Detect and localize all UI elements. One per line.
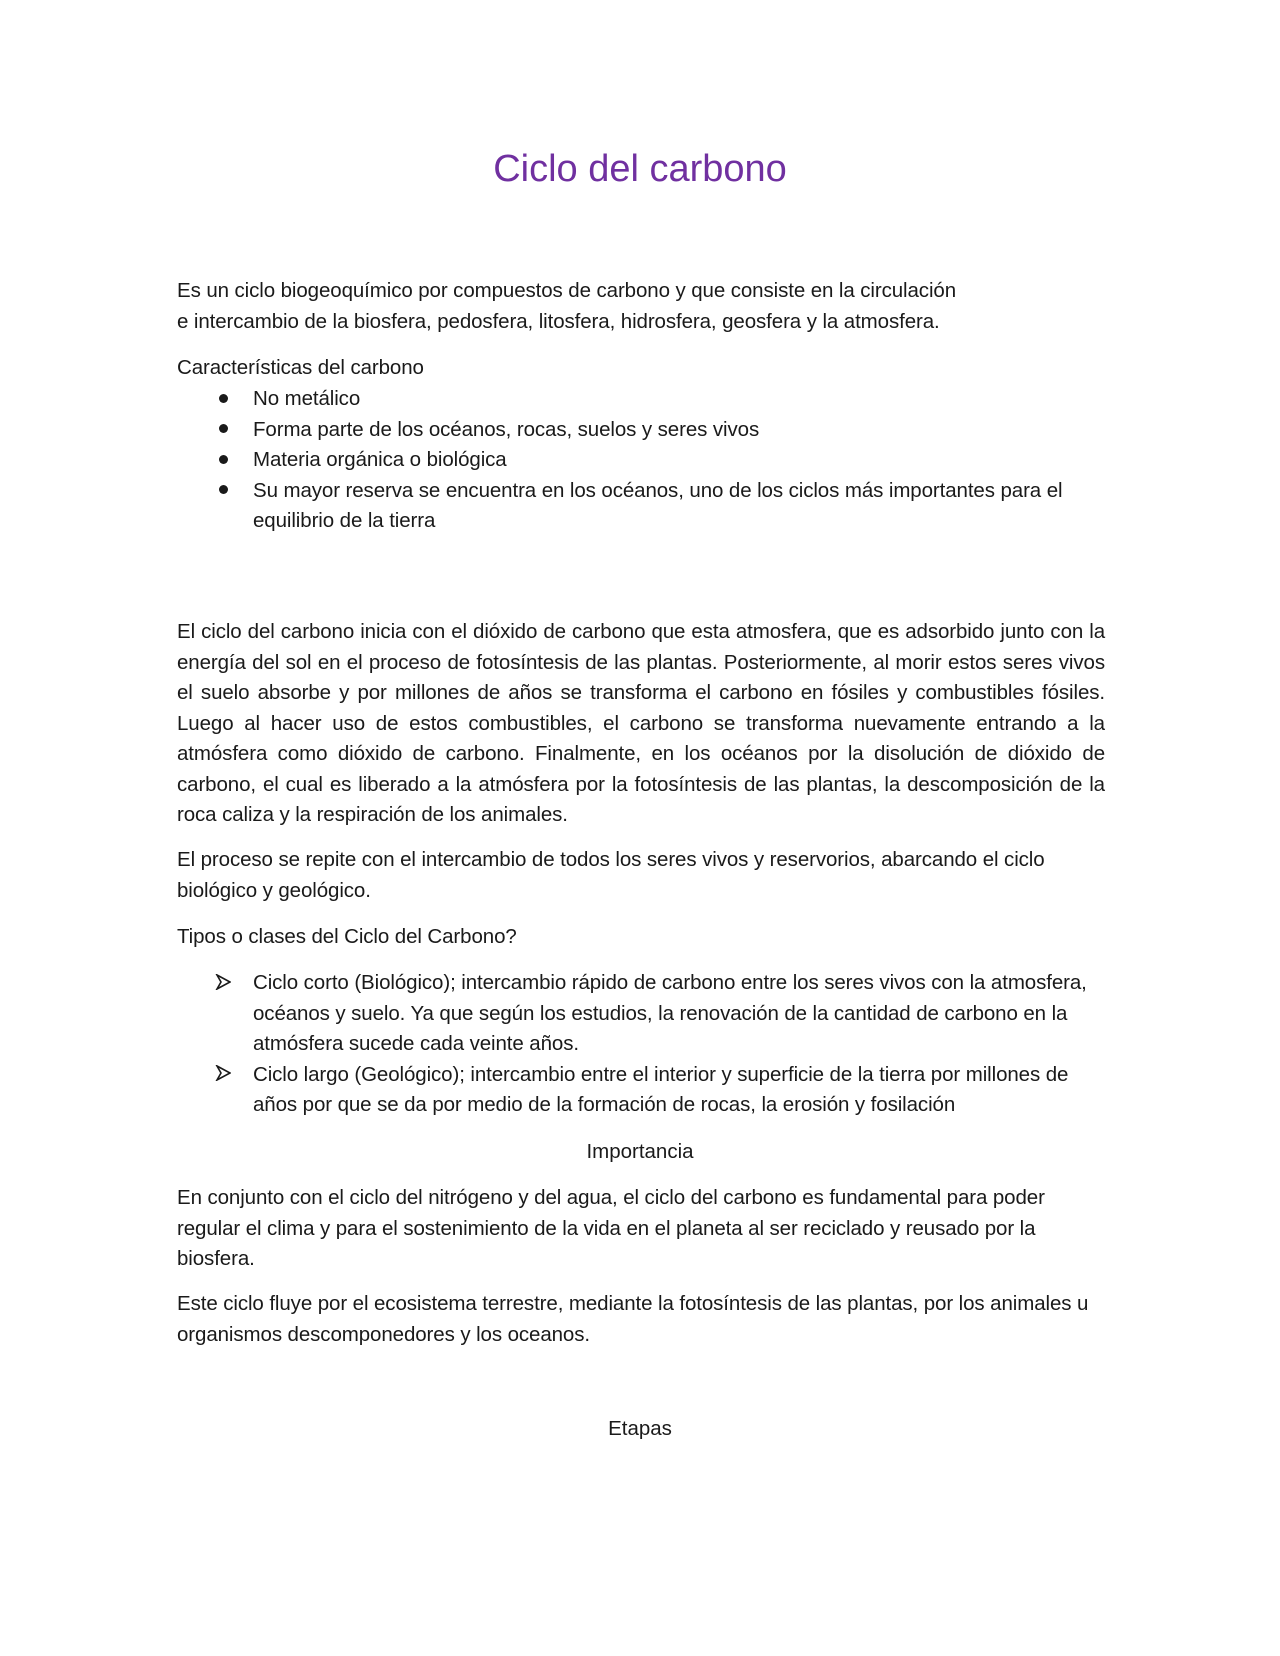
document-title: Ciclo del carbono [493,148,787,190]
fluye-paragraph: Este ciclo fluye por el ecosistema terrestre, mediante la fotosíntesis de las plantas, por los animales u organismos descomponedores y los oceanos. [177,1292,1089,1346]
caracteristicas-list [177,384,1105,537]
list-item-text: Su mayor reserva se encuentra en los océanos, uno de los ciclos más importantes para el equilibrio de la tierra [253,478,1063,532]
list-item-text: Forma parte de los océanos, rocas, suelos y seres vivos [253,417,760,441]
etapas-heading: Etapas [608,1417,672,1440]
intro-paragraph [177,276,1105,337]
list-item [177,968,1105,1060]
list-item [177,1060,1105,1121]
list-item [177,445,1105,476]
list-item-text: Ciclo largo (Geológico); intercambio entre el interior y superficie de la tierra por millones de años por que se da por medio de la formación de rocas, la erosión y fosilación [253,1062,1069,1116]
bullet-dot-icon [213,445,233,476]
bullet-dot-icon [213,384,233,415]
list-item [177,415,1105,446]
arrowhead-bullet-icon [213,1060,233,1091]
caracteristicas-label: Características del carbono [177,356,424,379]
conjunto-paragraph: En conjunto con el ciclo del nitrógeno y del agua, el ciclo del carbono es fundamental para poder regular el clima y para el sostenimiento de la vida en el planeta al ser reciclado y reusado por la biosfera. [177,1186,1045,1270]
list-item [177,384,1105,415]
importancia-heading: Importancia [586,1140,694,1163]
list-item-text: Ciclo corto (Biológico); intercambio rápido de carbono entre los seres vivos con la atmosfera, océanos y suelo. Ya que según los estudios, la renovación de la cantidad de carbono en la atmósfera sucede cada veinte años. [253,971,1087,1055]
tipos-label: Tipos o clases del Ciclo del Carbono? [177,925,517,948]
list-item-text: No metálico [253,387,361,410]
tipos-list-container [177,968,1105,1121]
tipos-list [177,968,1105,1121]
arrowhead-bullet-icon [213,968,233,999]
caracteristicas-list-container [177,384,1105,537]
list-item [177,476,1105,537]
bullet-dot-icon [213,476,233,507]
intro-line-1: Es un ciclo biogeoquímico por compuestos de carbono y que consiste en la circulación [177,279,957,302]
ciclo-paragraph: El ciclo del carbono inicia con el dióxido de carbono que esta atmosfera, que es adsorbido junto con la energía del sol en el proceso de fotosíntesis de las plantas. Posteriormente, al morir estos seres vivos el suelo absorbe y por millones de años se transforma el carbono en fósiles y combustibles fósiles. Luego al hacer uso de estos combustibles, el carbono se transforma nuevamente entrando a la atmósfera como dióxido de carbono. Finalmente, en los océanos por la disolución de dióxido de carbono, el cual es liberado a la atmósfera por la fotosíntesis de las plantas, la descomposición de la roca caliza y la respiración de los animales. [177,620,1105,826]
intro-line-2: e intercambio de la biosfera, pedosfera, litosfera, hidrosfera, geosfera y la atmosfera. [177,309,940,333]
bullet-dot-icon [213,415,233,446]
list-item-text: Materia orgánica o biológica [253,448,507,471]
proceso-paragraph: El proceso se repite con el intercambio de todos los seres vivos y reservorios, abarcando el ciclo biológico y geológico. [177,848,1045,902]
